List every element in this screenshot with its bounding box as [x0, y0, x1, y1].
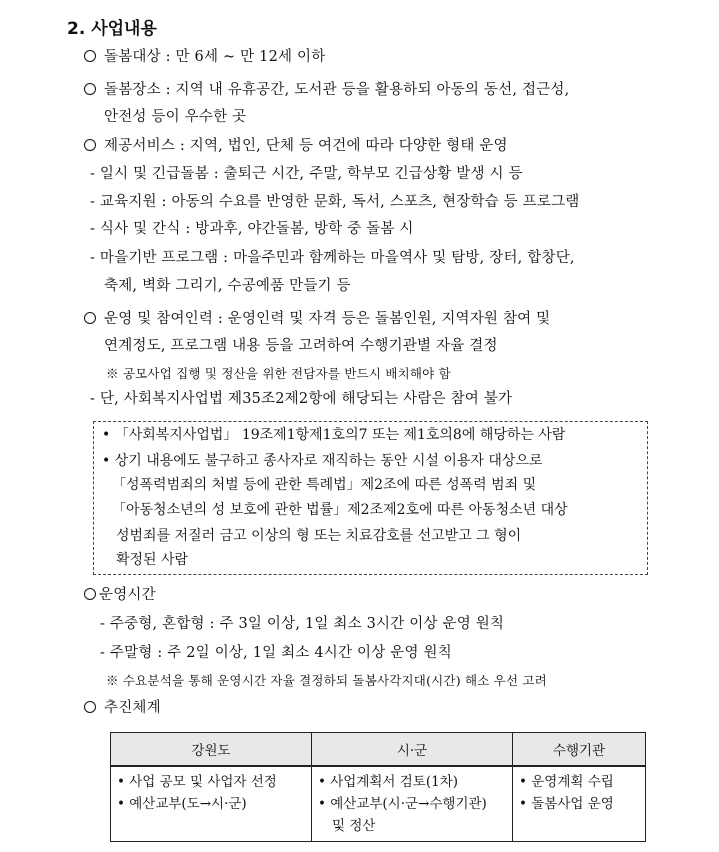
- box-line: • 상기 내용에도 불구하고 종사자로 재직하는 동안 시설 이용자 대상으로: [102, 453, 543, 469]
- hours-weekday: - 주중형, 혼합형 : 주 3일 이상, 1일 최소 3시간 이상 운영 원칙: [100, 616, 505, 632]
- system-table: [110, 732, 646, 842]
- line-staff-cont: 연계정도, 프로그램 내용 등을 고려하여 수행기관별 자율 결정: [104, 338, 498, 354]
- line-education: - 교육지원 : 아동의 수요를 반영한 문화, 독서, 스포츠, 현장학습 등 프로그램: [90, 194, 580, 210]
- header-city: 시·군: [312, 733, 513, 767]
- circle-bullet-icon: [84, 701, 96, 713]
- list-item: • 예산교부(도→시·군): [117, 796, 247, 812]
- line-services: 제공서비스 : 지역, 법인, 단체 등 여건에 따라 다양한 형태 운영: [84, 136, 508, 156]
- line-care-place: 돌봄장소 : 지역 내 유휴공간, 도서관 등을 활용하되 아동의 동선, 접근성,: [84, 80, 569, 100]
- hours-weekend: - 주말형 : 주 2일 이상, 1일 최소 4시간 이상 운영 원칙: [100, 645, 452, 661]
- header-agency: 수행기관: [513, 733, 646, 767]
- box-line: 「아동청소년의 성 보호에 관한 법률」제2조제2호에 따른 아동청소년 대상: [112, 502, 568, 518]
- list-item: • 예산교부(시·군→수행기관): [318, 796, 487, 812]
- box-line: • 「사회복지사업법」 19조제1항제1호의7 또는 제1호의8에 해당하는 사람: [102, 427, 566, 443]
- city-cell: [312, 766, 513, 842]
- line-emergency-care: - 일시 및 긴급돌봄 : 출퇴근 시간, 주말, 학부모 긴급상황 발생 시 등: [90, 166, 523, 182]
- header-province: 강원도: [111, 733, 312, 767]
- line-village-program: - 마을기반 프로그램 : 마을주민과 함께하는 마을역사 및 탐방, 장터, 합창단,: [90, 250, 575, 266]
- list-item: • 운영계획 수립: [519, 774, 614, 790]
- box-line: 「성폭력범죄의 처벌 등에 관한 특례법」제2조에 따른 성폭력 범죄 및: [112, 477, 537, 493]
- circle-bullet-icon: [84, 588, 96, 600]
- line-village-program-cont: 축제, 벽화 그리기, 수공예품 만들기 등: [104, 278, 351, 294]
- province-cell: [111, 766, 312, 842]
- circle-bullet-icon: [84, 139, 96, 151]
- agency-cell: [513, 766, 646, 842]
- exclusion-box: [93, 421, 648, 575]
- line-care-target: 돌봄대상 : 만 6세 ~ 만 12세 이하: [84, 47, 325, 67]
- system-title: 추진체계: [84, 698, 161, 718]
- line-exclusion: - 단, 사회복지사업법 제35조2제2항에 해당되는 사람은 참여 불가: [90, 391, 513, 407]
- list-item: • 사업 공모 및 사업자 선정: [117, 774, 277, 790]
- line-staff: 운영 및 참여인력 : 운영인력 및 자격 등은 돌봄인원, 지역자원 참여 및: [84, 309, 550, 329]
- note-dedicated-staff: ※ 공모사업 집행 및 정산을 위한 전담자를 반드시 배치해야 함: [106, 366, 451, 381]
- hours-note: ※ 수요분석을 통해 운영시간 자율 결정하되 돌봄사각지대(시간) 해소 우선 고려: [106, 673, 547, 688]
- line-care-place-cont: 안전성 등이 우수한 곳: [104, 109, 247, 125]
- circle-bullet-icon: [84, 50, 96, 62]
- box-line: 확정된 사람: [116, 552, 189, 568]
- list-item: • 사업계획서 검토(1차): [318, 774, 458, 790]
- list-item: 및 정산: [332, 818, 376, 834]
- list-item: • 돌봄사업 운영: [519, 796, 614, 812]
- section-heading: 2. 사업내용: [67, 19, 157, 39]
- line-meals: - 식사 및 간식 : 방과후, 야간돌봄, 방학 중 돌봄 시: [90, 221, 414, 237]
- box-line: 성범죄를 저질러 금고 이상의 형 또는 치료감호를 선고받고 그 형이: [116, 528, 522, 544]
- hours-title: 운영시간: [84, 585, 156, 605]
- circle-bullet-icon: [84, 83, 96, 95]
- circle-bullet-icon: [84, 312, 96, 324]
